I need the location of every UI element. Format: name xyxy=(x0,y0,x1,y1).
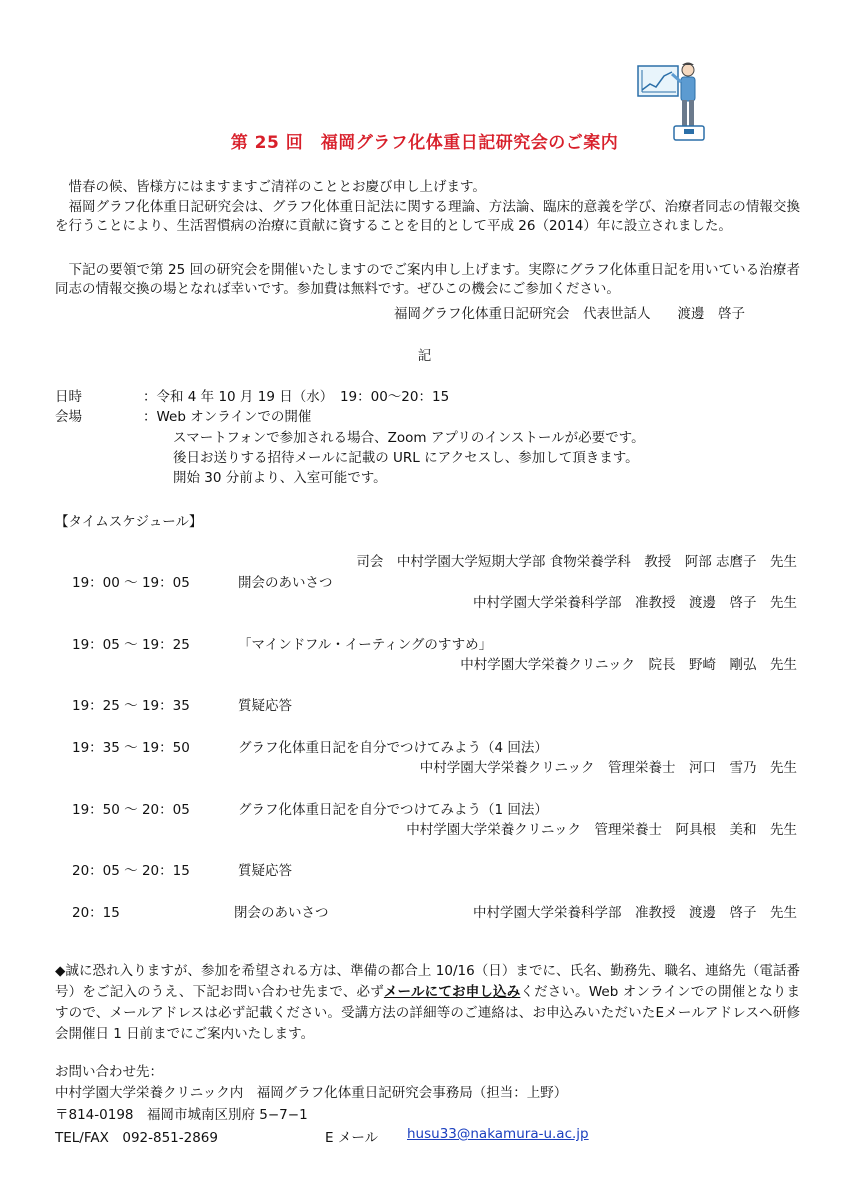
schedule-speaker: 中村学園大学栄養クリニック 管理栄養士 阿具根 美和 先生 xyxy=(406,822,797,838)
contact-telfax: TEL/FAX 092-851-2869 xyxy=(55,1130,218,1146)
date-value: ：令和 4 年 10 月 19 日（水） 19：00〜20：15 xyxy=(143,389,450,405)
moderator: 司会 中村学園大学短期大学部 食物栄養学科 教授 阿部 志麿子 先生 xyxy=(356,554,797,570)
venue-value: ：Web オンラインでの開催 xyxy=(143,409,312,425)
schedule-title: 閉会のあいさつ xyxy=(234,905,329,921)
schedule-time: 20：15 xyxy=(72,905,120,921)
schedule-time: 19：25 〜 19：35 xyxy=(72,698,190,714)
intro-invitation: 下記の要領で第 25 回の研究会を開催いたしますのでご案内申し上げます。実際にグラフ化体重日記を用いている治療者同志の情報交換の場となれば幸いです。参加費は無料です。ぜひこの機会にご参加ください。 xyxy=(55,262,800,297)
schedule-speaker: 中村学園大学栄養クリニック 管理栄養士 河口 雪乃 先生 xyxy=(419,760,797,776)
date-label: 日時 xyxy=(55,389,82,405)
schedule-speaker: 中村学園大学栄養科学部 准教授 渡邊 啓子 先生 xyxy=(473,595,797,611)
intro-greeting: 惜春の候、皆様方にはますますご清祥のこととお慶び申し上げます。 xyxy=(68,179,486,195)
ki-mark: 記 xyxy=(417,348,432,364)
schedule-time: 19：50 〜 20：05 xyxy=(72,802,190,818)
schedule-time: 20：05 〜 20：15 xyxy=(72,863,190,879)
contact-address: 〒814-0198 福岡市城南区別府 5−7−1 xyxy=(55,1107,308,1123)
page-title: 第 25 回 福岡グラフ化体重日記研究会のご案内 xyxy=(230,133,619,153)
schedule-time: 19：05 〜 19：25 xyxy=(72,637,190,653)
schedule-title: 「マインドフル・イーティングのすすめ」 xyxy=(238,637,493,653)
intro-purpose: 福岡グラフ化体重日記研究会は、グラフ化体重日記法に関する理論、方法論、臨床的意義を学び、治療者同志の情報交換を行うことにより、生活習慣病の治療に貢献に資することを目的として平成 26（2014）年に設立されました。 xyxy=(55,199,800,234)
schedule-speaker: 中村学園大学栄養科学部 准教授 渡邊 啓子 先生 xyxy=(473,905,797,921)
venue-label: 会場 xyxy=(55,409,82,425)
notice-text: ◆誠に恐れ入りますが、参加を希望される方は、準備の都合上 10/16（日）までに、氏名、勤務先、職名、連絡先（電話番号）をご記入のうえ、下記お問い合わせ先まで、必ず xyxy=(55,963,800,1000)
venue-note: 後日お送りする招待メールに記載の URL にアクセスし、参加して頂きます。 xyxy=(173,450,639,466)
notice-emphasis: メールにてお申し込み xyxy=(383,984,521,1000)
schedule-speaker: 中村学園大学栄養クリニック 院長 野崎 剛弘 先生 xyxy=(460,657,797,673)
schedule-title: グラフ化体重日記を自分でつけてみよう（1 回法） xyxy=(238,802,548,818)
schedule-title: 質疑応答 xyxy=(238,698,292,714)
signature: 福岡グラフ化体重日記研究会 代表世話人 渡邊 啓子 xyxy=(394,306,745,322)
contact-org: 中村学園大学栄養クリニック内 福岡グラフ化体重日記研究会事務局（担当：上野） xyxy=(55,1085,568,1101)
venue-note: スマートフォンで参加される場合、Zoom アプリのインストールが必要です。 xyxy=(173,430,645,446)
registration-notice xyxy=(55,961,800,1045)
schedule-time: 19：00 〜 19：05 xyxy=(72,575,190,591)
schedule-title: グラフ化体重日記を自分でつけてみよう（4 回法） xyxy=(238,740,548,756)
email-link[interactable]: husu33@nakamura-u.ac.jp xyxy=(407,1126,589,1142)
email-label: E メール xyxy=(325,1130,379,1146)
schedule-heading: 【タイムスケジュール】 xyxy=(55,514,203,530)
contact-heading: お問い合わせ先： xyxy=(55,1064,163,1080)
schedule-title: 質疑応答 xyxy=(238,863,292,879)
schedule-time: 19：35 〜 19：50 xyxy=(72,740,190,756)
notice-text: ください。Web オンラインでの開催となりますので、メールアドレスは必ず記載ください。受講方法の詳細等のご連絡は、お申込みいただいたEメールアドレスへ研修会開催日 1 日前までにご案内いたします。 xyxy=(55,984,800,1042)
schedule-title: 開会のあいさつ xyxy=(238,575,333,591)
venue-note: 開始 30 分前より、入室可能です。 xyxy=(173,470,387,486)
